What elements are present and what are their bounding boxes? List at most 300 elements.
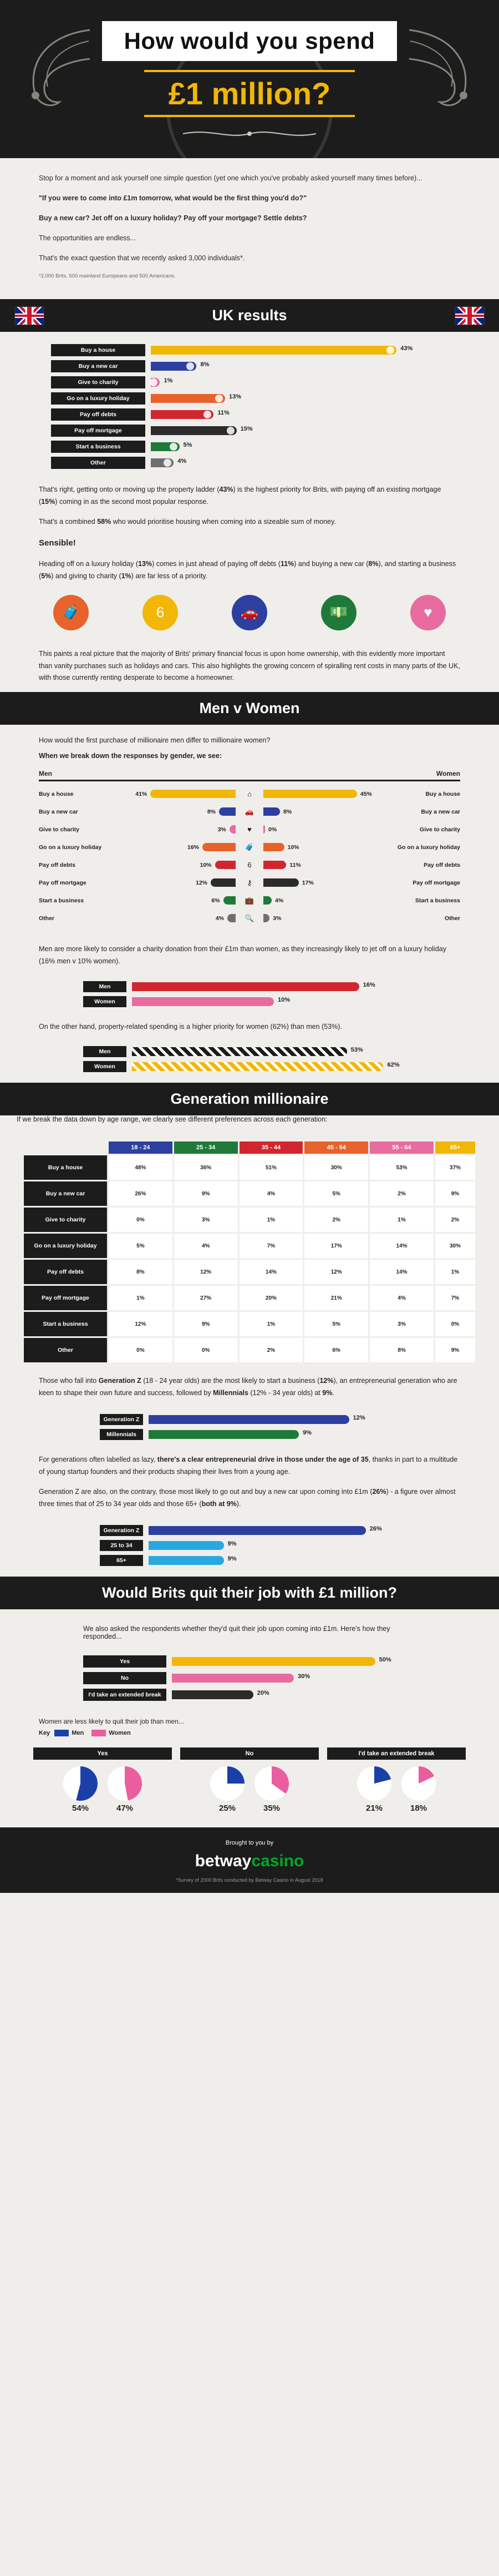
gen-cell-value: 12% (200, 1269, 212, 1275)
small-bar-fill (132, 1062, 400, 1071)
mw-note-1: Men are more likely to consider a charity donation from their £1m than women, as they increasingly likely to jet off on a luxury holiday (16% men v 10% women). (39, 944, 446, 965)
mw-side-men (115, 825, 236, 834)
quit-pie-group (327, 1747, 466, 1813)
quit-bar-track (172, 1690, 416, 1699)
uk-note-3-pre: Heading off on a luxury holiday ( (39, 559, 139, 568)
heart-icon: ♥ (247, 825, 252, 834)
gen-cell-value: 4% (267, 1190, 276, 1197)
gen-cell-value: 8% (398, 1347, 406, 1353)
gen-cell-value: 48% (135, 1164, 146, 1171)
uk-bar-end-icon (170, 443, 177, 451)
gen-table-cell (174, 1155, 238, 1180)
gen-table-cell (370, 1338, 434, 1362)
gen-table-cell (109, 1260, 172, 1284)
gen-table-cell (435, 1312, 475, 1336)
uk-bar-fill (151, 426, 253, 435)
gen-cell-value: 2% (451, 1216, 460, 1223)
gen-note-2-pre: For generations often labelled as lazy, (39, 1456, 157, 1464)
small-bar-track (149, 1541, 399, 1550)
gen-cell-value: 21% (330, 1295, 342, 1301)
section-title-generation: Generation millionaire (170, 1090, 329, 1108)
mw-side-men (115, 790, 236, 798)
mw-intro-bold: When we break down the responses by gender, we see: (39, 751, 222, 760)
gen-table-cell (370, 1208, 434, 1232)
gen-newcar-chart (0, 1518, 499, 1572)
mw-side-men (115, 807, 236, 816)
quit-pie-title: Yes (33, 1747, 172, 1760)
mw-side-men (115, 843, 236, 851)
key-items (54, 1730, 131, 1736)
gen-table-cell (304, 1312, 368, 1336)
money-icon: 💵 (321, 595, 357, 630)
small-bar-label: 25 to 34 (100, 1540, 143, 1551)
quit-pie-men (210, 1766, 245, 1813)
generation-table (22, 1140, 477, 1364)
gen-cell-value: 0% (136, 1347, 145, 1353)
section-title-men-women: Men v Women (199, 700, 300, 717)
gen-row-label: Pay off debts (24, 1260, 107, 1284)
section-title-quit: Would Brits quit their job with £1 million? (102, 1584, 397, 1601)
small-bar-value: 10% (278, 996, 291, 1003)
gen-table-cell (435, 1181, 475, 1206)
quit-pie-title: I'd take an extended break (327, 1747, 466, 1760)
small-bar-value: 62% (387, 1062, 400, 1069)
mw-side-women (263, 896, 384, 905)
quit-bar-label: I'd take an extended break (83, 1689, 166, 1701)
gen-table-cell (174, 1260, 238, 1284)
pie-value-women: 18% (410, 1803, 427, 1813)
gen-cell-value: 36% (200, 1164, 212, 1171)
uk-bar-value: 4% (177, 458, 187, 464)
gen-note-1-pre: Those who fall into (39, 1377, 99, 1385)
union-jack-icon-left (14, 306, 44, 325)
uk-bar-label: Buy a house (51, 344, 145, 356)
gen-cell-value: 1% (398, 1216, 406, 1223)
gen-table-cell (174, 1208, 238, 1232)
small-bar-track (132, 1062, 416, 1071)
gen-cell-value: 6% (332, 1347, 340, 1353)
uk-note-1-b2: 15% (41, 497, 55, 506)
gen-table-cell (240, 1312, 303, 1336)
mw-row (39, 806, 460, 818)
gen-table-row (24, 1208, 475, 1232)
gen-note-1 (39, 1375, 460, 1400)
ornament-left-icon (12, 24, 95, 113)
pie-value-men: 21% (365, 1803, 383, 1813)
gen-age-header: 65+ (435, 1141, 475, 1154)
uk-note-3-m3: ), and starting a business ( (39, 559, 456, 580)
coin-icon: 6 (247, 861, 252, 870)
intro-question-2: Buy a new car? Jet off on a luxury holiday? Pay off your mortgage? Settle debts? (39, 214, 307, 222)
mw-side-women (263, 807, 384, 816)
small-bar-row (83, 1061, 416, 1072)
quit-pie-groups (0, 1740, 499, 1827)
uk-bar-end-icon (215, 395, 223, 402)
uk-bar-end-icon (150, 378, 157, 386)
uk-bar-value: 43% (400, 345, 413, 352)
gen-cell-value: 20% (265, 1295, 277, 1301)
gen-age-header: 18 - 24 (109, 1141, 172, 1154)
uk-bar-fill (151, 410, 230, 419)
small-bar-label: Women (83, 996, 126, 1007)
gen-cell-value: 26% (135, 1190, 146, 1197)
gen-cell-value: 9% (451, 1347, 460, 1353)
mw-col-women: Women (436, 769, 460, 777)
gen-table-cell (240, 1181, 303, 1206)
uk-bar-fill (151, 442, 192, 451)
pie-value-women: 47% (116, 1803, 134, 1813)
intro-p2: The opportunities are endless... (39, 234, 136, 242)
mw-row-label-left: Buy a house (39, 790, 74, 797)
gen-table-row (24, 1234, 475, 1258)
pie-chart-men (357, 1766, 391, 1801)
gen-cell-value: 27% (200, 1295, 212, 1301)
key-entry: Women (91, 1730, 131, 1736)
mw-rows (39, 788, 460, 925)
suitcase-icon: 🧳 (245, 842, 254, 851)
gen-table-cell (109, 1208, 172, 1232)
gen-note-1-b3: Millennials (213, 1389, 248, 1397)
pie-chart-men (63, 1766, 98, 1801)
uk-note-4: This paints a real picture that the majority of Brits' primary financial focus is upon home ownership, with this evidently more important than vanity purchases such as holidays and cars. This also highlights the growing concern of spiralling rent costs in many parts of the UK, with those currently renting desperate to become a homeowner. (39, 649, 460, 682)
uk-note-1-post: ) coming in as the second most popular response. (55, 497, 208, 506)
mw-bar-women (263, 790, 357, 798)
gen-row-label: Go on a luxury holiday (24, 1234, 107, 1258)
mw-row-bars (105, 841, 394, 853)
house-icon: ⌂ (247, 790, 252, 799)
mw-row-label-right: Go on a luxury holiday (397, 843, 460, 851)
small-bar-row (100, 1429, 399, 1440)
small-bar-value: 16% (363, 981, 375, 988)
gen-table-cell (109, 1234, 172, 1258)
uk-bar-fill (151, 458, 187, 467)
uk-note-2-b: 58% (97, 517, 111, 526)
quit-bar-label: No (83, 1672, 166, 1684)
gen-cell-value: 3% (398, 1321, 406, 1327)
small-bar-value: 9% (227, 1555, 237, 1562)
uk-note-1-b1: 43% (219, 486, 233, 493)
gen-table-cell (240, 1234, 303, 1258)
gen-row-label: Buy a new car (24, 1181, 107, 1206)
mw-row (39, 859, 460, 871)
mw-row-label-left: Other (39, 915, 55, 922)
car-icon: 🚗 (245, 807, 254, 816)
uk-note-2 (39, 516, 460, 528)
mw-value-women: 45% (360, 790, 372, 797)
gen-age-header: 35 - 44 (240, 1141, 303, 1154)
gen-cell-value: 51% (265, 1164, 277, 1171)
car-icon: 🚗 (232, 595, 267, 630)
gen-note-3-end: ). (236, 1499, 241, 1508)
quit-bar-fill (172, 1689, 269, 1699)
mw-property-chart (0, 1040, 499, 1078)
mw-bar-men (227, 914, 236, 922)
quit-bar-row (83, 1655, 416, 1668)
gen-table-cell (435, 1260, 475, 1284)
union-jack-icon-right (455, 306, 485, 325)
gen-age-header: 45 - 54 (304, 1141, 368, 1154)
gen-table-row (24, 1260, 475, 1284)
uk-bar-row (51, 392, 448, 405)
quit-pie-group (180, 1747, 319, 1813)
gen-table-cell (174, 1234, 238, 1258)
heart-icon: ♥ (410, 595, 446, 630)
gen-age-header: 55 - 64 (370, 1141, 434, 1154)
quit-section (0, 1609, 499, 1710)
gen-table-cell (304, 1155, 368, 1180)
gen-cell-value: 0% (136, 1216, 145, 1223)
small-bar-row (100, 1555, 399, 1566)
gen-note-2-wrap (0, 1446, 499, 1511)
gen-intro: If we break the data down by age range, we clearly see different preferences across each generation: (17, 1115, 328, 1124)
mw-row-label-right: Start a business (415, 897, 460, 904)
mw-bar-men (219, 807, 236, 816)
small-bar-label: Men (83, 981, 126, 992)
quit-pie-men (357, 1766, 391, 1813)
quit-pie-women (401, 1766, 436, 1813)
gen-cell-value: 3% (201, 1216, 210, 1223)
gen-table-cell (435, 1208, 475, 1232)
uk-bar-end-icon (186, 362, 194, 370)
quit-key (39, 1730, 460, 1736)
uk-note-3-b1: 13% (138, 559, 152, 568)
mw-row-bars (105, 895, 394, 907)
gen-cell-value: 0% (451, 1321, 460, 1327)
gen-table-cell (370, 1312, 434, 1336)
gen-table-cell (370, 1234, 434, 1258)
hero-section (0, 0, 499, 158)
gen-cell-value: 4% (398, 1295, 406, 1301)
quit-pie-title: No (180, 1747, 319, 1760)
gen-cell-value: 1% (267, 1216, 276, 1223)
section-header-men-women (0, 692, 499, 725)
gen-table-row (24, 1338, 475, 1362)
mw-row-label-left: Go on a luxury holiday (39, 843, 102, 851)
pie-chart-women (108, 1766, 142, 1801)
intro-p3: That's the exact question that we recently asked 3,000 individuals*. (39, 254, 245, 262)
gen-table-cell (174, 1338, 238, 1362)
small-bar-track (132, 997, 416, 1006)
uk-bar-fill (151, 345, 413, 355)
mw-side-women (263, 790, 384, 798)
uk-bar-value: 15% (240, 426, 253, 432)
gen-table-cell (240, 1155, 303, 1180)
mw-value-women: 11% (289, 861, 301, 868)
quit-pie-women (108, 1766, 142, 1813)
mw-row-label-left: Pay off mortgage (39, 879, 86, 886)
gen-row-label: Pay off mortgage (24, 1286, 107, 1310)
gen-note-1-m3: (12% - 34 year olds) at (248, 1389, 323, 1397)
mw-row (39, 912, 460, 925)
quit-bar-value: 50% (379, 1656, 391, 1663)
uk-bar-row (51, 457, 448, 469)
gen-table-cell (304, 1234, 368, 1258)
uk-bar-row (51, 360, 448, 372)
mw-intro: How would the first purchase of millionaire men differ to millionaire women? (39, 736, 271, 745)
gen-table-cell (370, 1286, 434, 1310)
gen-note-1-m2: ), an entrepreneurial generation who are keen to shape their own future and success, followed by (39, 1377, 457, 1397)
uk-bar-label: Start a business (51, 441, 145, 453)
mw-charity-chart (0, 976, 499, 1013)
mw-col-men: Men (39, 769, 52, 777)
ornament-right-icon (404, 24, 487, 113)
mw-side-women (263, 843, 384, 851)
gen-table-row (24, 1286, 475, 1310)
search-icon: 🔍 (245, 913, 254, 922)
uk-bar-value: 5% (183, 442, 192, 448)
gen-cell-value: 5% (332, 1190, 340, 1197)
mw-value-men: 8% (207, 808, 216, 815)
uk-bar-label: Buy a new car (51, 360, 145, 372)
small-bar-value: 9% (303, 1430, 312, 1437)
key-icon: ⚷ (247, 878, 252, 887)
gen-cell-value: 14% (396, 1242, 408, 1249)
suitcase-icon: 🧳 (53, 595, 89, 630)
mw-side-men (115, 861, 236, 869)
hero-amount: £1 million? (144, 70, 355, 117)
uk-bar-track (151, 378, 448, 387)
small-bar-row (100, 1414, 399, 1425)
mw-row-label-left: Give to charity (39, 826, 79, 833)
small-bar-row (100, 1540, 399, 1551)
gen-cell-value: 0% (201, 1347, 210, 1353)
generation-table-body (24, 1155, 475, 1362)
gen-table-cell (109, 1181, 172, 1206)
mw-row-bars (105, 806, 394, 818)
mw-row (39, 788, 460, 800)
intro-p1: Stop for a moment and ask yourself one simple question (yet one which you've probably asked yourself many times before)... (39, 174, 422, 182)
uk-bar-row (51, 425, 448, 437)
men-women-section (0, 725, 499, 936)
quit-pie-women (254, 1766, 289, 1813)
mw-bar-men (202, 843, 236, 851)
gen-table-cell (240, 1260, 303, 1284)
uk-note-1-mid: ) is the highest priority for Brits, with paying off an existing mortgage ( (39, 486, 441, 506)
gen-table-cell (304, 1286, 368, 1310)
logo-casino: casino (251, 1851, 304, 1870)
mw-bar-men (223, 896, 236, 905)
uk-sensible: Sensible! (39, 538, 76, 548)
gen-note-2-b: there's a clear entrepreneurial drive in those under the age of 35 (157, 1456, 369, 1464)
gen-cell-value: 7% (267, 1242, 276, 1249)
gen-note-3-pre: Generation Z are also, on the contrary, those most likely to go out and buy a new car upon coming into £1m ( (39, 1487, 373, 1496)
gen-table-cell (109, 1312, 172, 1336)
uk-note-2-post: who would prioritise housing when coming into a sizeable sum of money. (111, 517, 336, 526)
uk-note-3-end: ) are far less of a priority. (131, 572, 208, 580)
mw-bar-women (263, 807, 280, 816)
quit-key-line (0, 1710, 499, 1740)
small-bar-fill (149, 1415, 365, 1424)
quit-bar-row (83, 1672, 416, 1684)
gen-cell-value: 5% (136, 1242, 145, 1249)
small-bar-track (149, 1556, 399, 1565)
betway-casino-logo[interactable] (0, 1852, 499, 1871)
uk-bar-value: 13% (229, 393, 242, 400)
generation-table-head (24, 1141, 475, 1154)
small-bar-row (83, 981, 416, 992)
small-bar-track (132, 1047, 416, 1056)
mw-value-men: 4% (215, 915, 224, 922)
gen-table-cell (370, 1155, 434, 1180)
uk-bar-track (151, 362, 448, 371)
gen-note-1-m1: (18 - 24 year olds) are the most likely to start a business ( (141, 1377, 320, 1385)
hero-flourish-icon (0, 127, 499, 142)
quit-bar-track (172, 1657, 416, 1666)
mw-side-women (263, 861, 384, 869)
mw-bar-women (263, 843, 284, 851)
uk-bar-track (151, 394, 448, 403)
uk-note-3-b3: 8% (368, 559, 379, 568)
mw-bar-men (215, 861, 236, 869)
quit-bar-fill (172, 1673, 310, 1683)
gen-note-1-wrap (0, 1367, 499, 1400)
mw-row (39, 877, 460, 889)
section-header-quit (0, 1577, 499, 1609)
uk-bar-end-icon (164, 459, 171, 467)
gen-cell-value: 37% (449, 1164, 461, 1171)
quit-bar-track (172, 1674, 416, 1683)
gen-cell-value: 5% (332, 1321, 340, 1327)
uk-bar-end-icon (227, 427, 235, 435)
generation-table-wrap (0, 1131, 499, 1367)
gen-table-row (24, 1155, 475, 1180)
small-bar-label: Men (83, 1046, 126, 1057)
gen-table-cell (304, 1181, 368, 1206)
gen-note-2-post: , thanks in part to a multitude of young startup founders and their products shaping their lives from a young age. (39, 1456, 458, 1476)
uk-bar-value: 1% (164, 377, 173, 384)
gen-table-cell (435, 1155, 475, 1180)
mw-value-men: 16% (187, 843, 199, 851)
uk-bar-label: Give to charity (51, 376, 145, 388)
gen-row-label: Give to charity (24, 1208, 107, 1232)
mw-row-bars (105, 877, 394, 889)
gen-cell-value: 1% (136, 1295, 145, 1301)
uk-notes (0, 476, 499, 583)
gen-cell-value: 14% (396, 1269, 408, 1275)
gen-row-label: Buy a house (24, 1155, 107, 1180)
gen-cell-value: 30% (449, 1242, 461, 1249)
mw-row-label-right: Give to charity (420, 826, 460, 833)
gen-cell-value: 30% (330, 1164, 342, 1171)
mw-value-men: 3% (217, 826, 226, 833)
pie-chart-men (210, 1766, 245, 1801)
small-bar-row (83, 1046, 416, 1057)
uk-note-4-wrap (0, 640, 499, 685)
mw-side-women (263, 914, 384, 922)
gen-cell-value: 9% (451, 1190, 460, 1197)
small-bar-fill (132, 996, 291, 1006)
mw-value-women: 3% (273, 915, 282, 922)
gen-note-3-b2: both at 9% (201, 1499, 237, 1508)
small-bar-row (100, 1525, 399, 1536)
uk-icon-strip (0, 590, 499, 640)
uk-note-1-pre: That's right, getting onto or moving up the property ladder ( (39, 486, 220, 493)
small-bar-value: 9% (227, 1540, 237, 1547)
mw-row-label-right: Buy a new car (421, 808, 460, 815)
mw-bar-women (263, 896, 272, 905)
mw-value-men: 10% (200, 861, 212, 868)
uk-bar-track (151, 410, 448, 419)
mw-row (39, 895, 460, 907)
mw-side-men (115, 878, 236, 887)
uk-bar-track (151, 458, 448, 467)
gen-row-label: Other (24, 1338, 107, 1362)
gen-cell-value: 12% (330, 1269, 342, 1275)
gen-note-1-b1: Generation Z (98, 1377, 141, 1385)
uk-bar-end-icon (386, 346, 394, 354)
mw-value-women: 4% (275, 897, 284, 904)
gen-cell-value: 17% (330, 1242, 342, 1249)
